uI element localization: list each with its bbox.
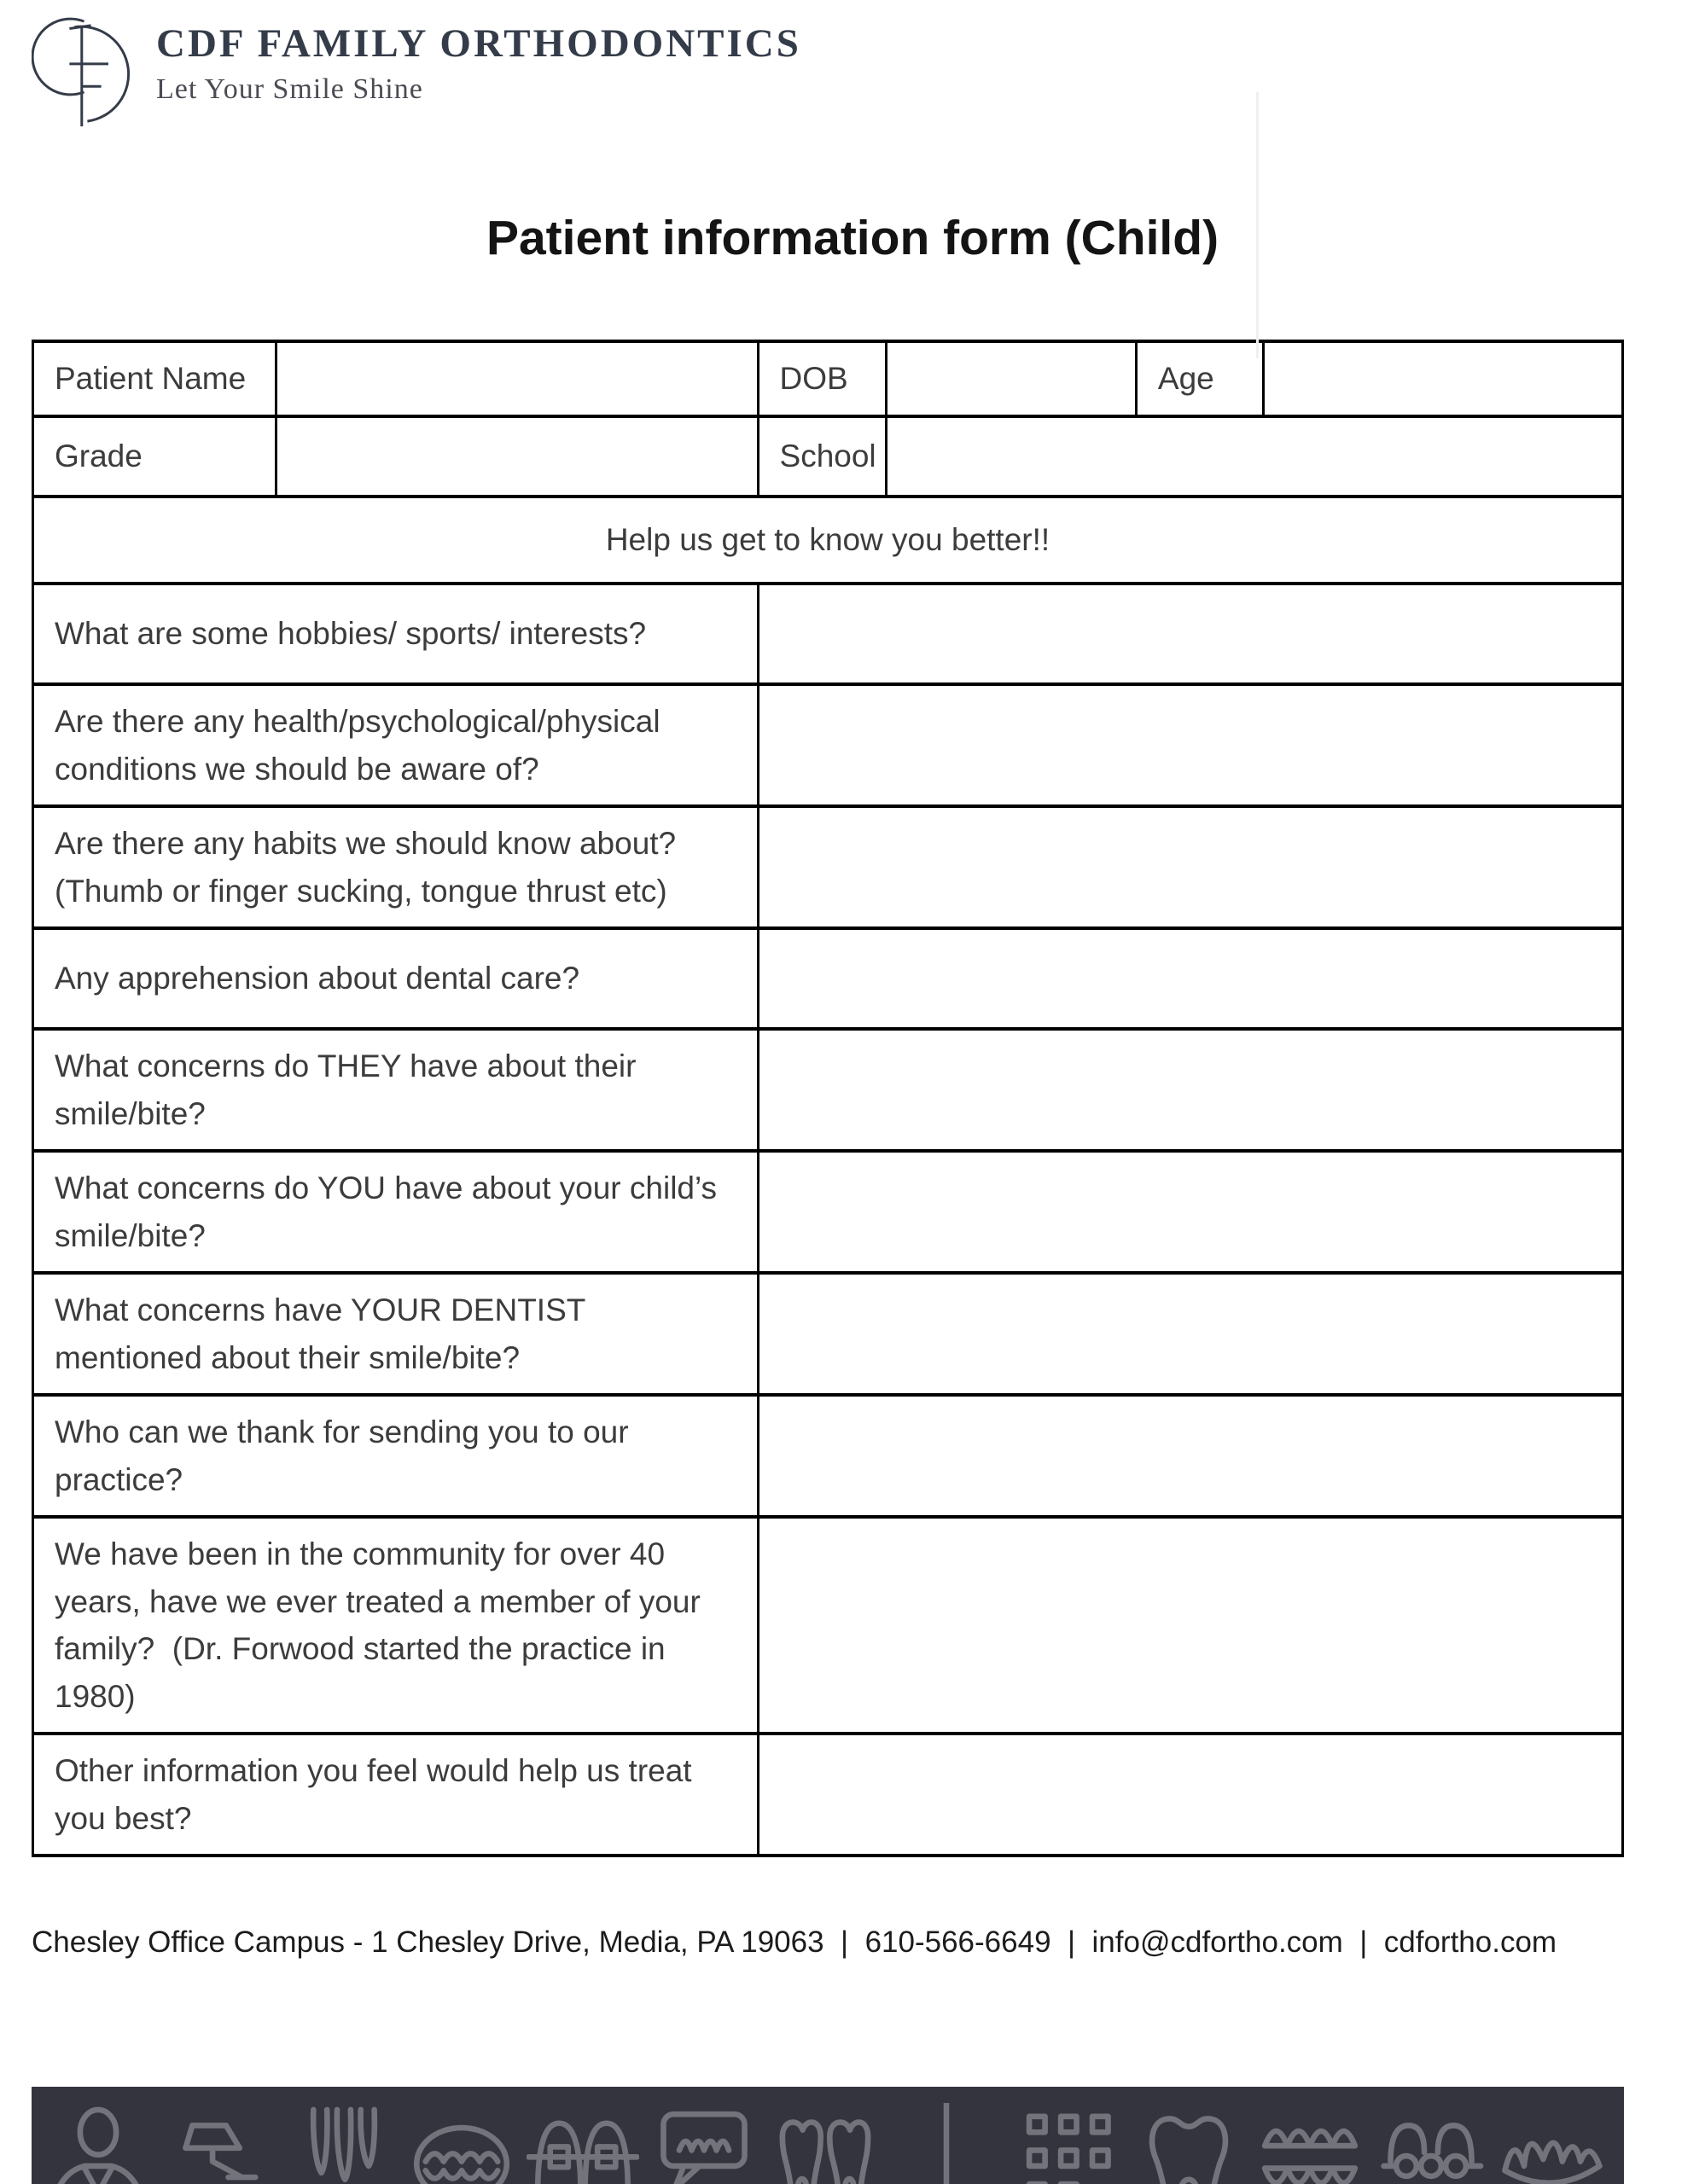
dental-lamp-icon [163, 2095, 276, 2184]
question-row [33, 584, 1623, 684]
school-input-cell[interactable] [887, 416, 1623, 497]
answer-cell[interactable] [758, 806, 1622, 928]
question-row [33, 1395, 1623, 1517]
table-row [33, 416, 1623, 497]
question-row [33, 1734, 1623, 1856]
answer-cell[interactable] [758, 584, 1622, 684]
question-row [33, 1273, 1623, 1395]
cdf-monogram-logo-icon [32, 10, 134, 131]
molars-icon [769, 2095, 882, 2184]
question-row [33, 684, 1623, 806]
brand-name: CDF FAMILY ORTHODONTICS [156, 21, 801, 66]
patient-name-label: Patient Name [33, 341, 276, 416]
chat-teeth-icon [648, 2095, 760, 2184]
question-row [33, 1151, 1623, 1273]
question-label: Are there any habits we should know about? (Thumb or finger sucking, tongue thrust etc) [33, 806, 759, 928]
age-input-cell[interactable] [1263, 341, 1622, 416]
question-row [33, 806, 1623, 928]
answer-cell[interactable] [758, 1395, 1622, 1517]
footer-contact-line: Chesley Office Campus - 1 Chesley Drive, Media, PA 19063 | 610-566-6649 | info@cdfortho.com | cdfortho.com [32, 1926, 1557, 1959]
table-row [33, 341, 1623, 416]
school-label: School [758, 416, 887, 497]
question-row [33, 1517, 1623, 1734]
answer-cell[interactable] [758, 928, 1622, 1029]
grade-label: Grade [33, 416, 276, 497]
answer-cell[interactable] [758, 1151, 1622, 1273]
question-label: What concerns do THEY have about their smile/bite? [33, 1029, 759, 1151]
answer-cell[interactable] [758, 684, 1622, 806]
divider-line-icon [890, 2095, 1003, 2184]
patient-info-table [32, 340, 1624, 1857]
table-row [33, 497, 1623, 584]
patient-name-input-cell[interactable] [276, 341, 758, 416]
dentures-jaw-icon [1254, 2095, 1366, 2184]
denture-icon [405, 2095, 518, 2184]
answer-cell[interactable] [758, 1029, 1622, 1151]
question-label: What are some hobbies/ sports/ interests? [33, 584, 759, 684]
grade-input-cell[interactable] [276, 416, 758, 497]
question-label: What concerns do YOU have about your child’s smile/bite? [33, 1151, 759, 1273]
answer-cell[interactable] [758, 1517, 1622, 1734]
retainer-icon [1375, 2095, 1487, 2184]
brand-tagline: Let Your Smile Shine [156, 73, 423, 105]
brand-header [0, 0, 1705, 131]
dentist-icon [42, 2095, 154, 2184]
teeth-row-icon [1496, 2095, 1609, 2184]
hanging-roots-icon [284, 2095, 397, 2184]
age-label: Age [1136, 341, 1263, 416]
dob-label: DOB [758, 341, 887, 416]
dental-doodle-band [32, 2087, 1624, 2184]
answer-cell[interactable] [758, 1734, 1622, 1856]
question-label: Are there any health/psychological/physical conditions we should be aware of? [33, 684, 759, 806]
question-label: Who can we thank for sending you to our practice? [33, 1395, 759, 1517]
big-tooth-icon [1132, 2095, 1245, 2184]
question-label: Other information you feel would help us treat you best? [33, 1734, 759, 1856]
implant-arrow-icon [1617, 2095, 1624, 2184]
page-title: Patient information form (Child) [486, 211, 1219, 265]
question-label: Any apprehension about dental care? [33, 928, 759, 1029]
braces-icon [527, 2095, 639, 2184]
dob-input-cell[interactable] [887, 341, 1136, 416]
building-icon [1011, 2095, 1124, 2184]
brand-text-block [156, 10, 801, 106]
question-label: We have been in the community for over 40 years, have we ever treated a member of your family? (Dr. Forwood started the practice in 1980) [33, 1517, 759, 1734]
question-label: What concerns have YOUR DENTIST mentioned about their smile/bite? [33, 1273, 759, 1395]
question-row [33, 928, 1623, 1029]
scan-artifact-line [1256, 92, 1259, 358]
answer-cell[interactable] [758, 1273, 1622, 1395]
section-header: Help us get to know you better!! [33, 497, 1623, 584]
question-row [33, 1029, 1623, 1151]
